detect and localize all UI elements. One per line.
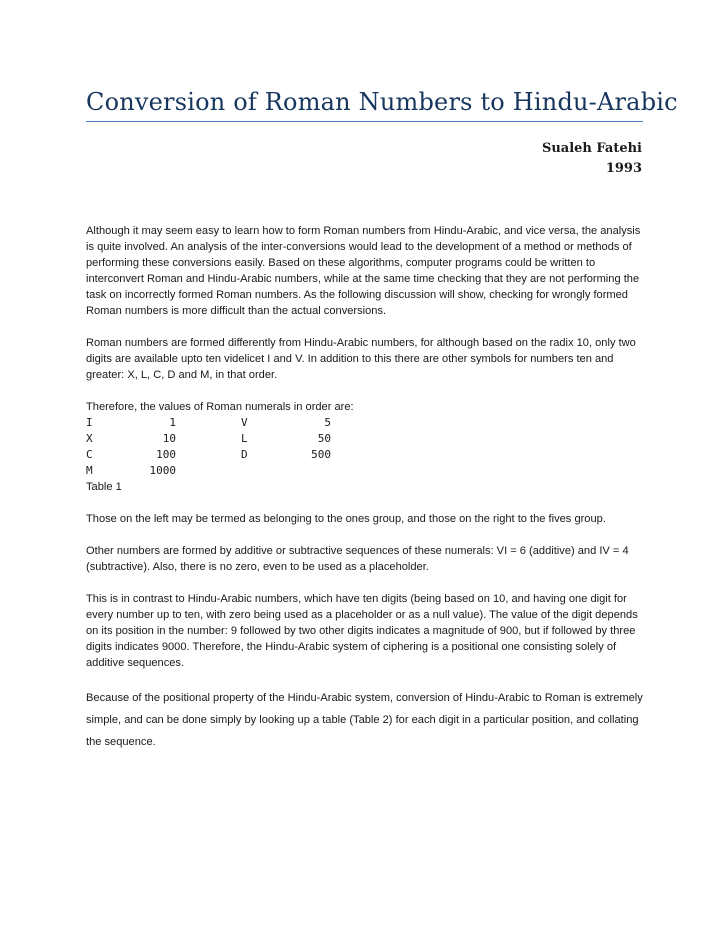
fives-value: 50 [317, 432, 331, 445]
paragraph-roman-formation: Roman numbers are formed differently from Hindu-Arabic numbers, for although based on the radix 10, only two digits are available upto ten videlicet I and V. In addition to this there are other symbols for numbers ten and greater: X, L, C, D and M, in that order. [86, 337, 636, 381]
paragraph-additive-subtractive: Other numbers are formed by additive or subtractive sequences of these numerals: VI = 6 (additive) and IV = 4 (subtractive). Also, there is no zero, even to be used as a placeholder. [86, 545, 629, 573]
author-name: Sualeh Fatehi [541, 141, 642, 156]
table-row [86, 463, 646, 479]
fives-value: 500 [311, 448, 331, 461]
roman-numeral-table [86, 415, 646, 479]
document-title: Conversion of Roman Numbers to Hindu-Arabic [86, 88, 678, 116]
paragraph-groups: Those on the left may be termed as belonging to the ones group, and those on the right to the fives group. [86, 513, 606, 525]
ones-value: 100 [156, 448, 176, 461]
fives-value: 5 [324, 416, 331, 429]
publication-year: 1993 [605, 161, 642, 176]
ones-symbol: X [86, 432, 93, 445]
fives-symbol: L [241, 432, 248, 445]
fives-symbol: D [241, 448, 248, 461]
ones-value: 10 [162, 432, 176, 445]
title-underline [86, 121, 643, 122]
ones-value: 1000 [149, 464, 176, 477]
ones-symbol: I [86, 416, 93, 429]
table-row [86, 415, 646, 431]
paragraph-intro: Although it may seem easy to learn how to form Roman numbers from Hindu-Arabic, and vice versa, the analysis is quite involved. An analysis of the inter-conversions would lead to the development of a method or methods of performing these conversions easily. Based on these algorithms, computer programs could be written to interconvert Roman and Hindu-Arabic numbers, while at the same time checking that they are not performing the task on incorrectly formed Roman numbers. As the following discussion will show, checking for wrongly formed Roman numbers is more difficult than the actual conversions. [86, 225, 641, 317]
ones-symbol: C [86, 448, 93, 461]
fives-symbol: V [241, 416, 248, 429]
table-caption: Table 1 [86, 481, 122, 493]
paragraph-numeral-values-intro: Therefore, the values of Roman numerals in order are: [86, 401, 354, 413]
table-row [86, 447, 646, 463]
paragraph-conversion: Because of the positional property of the Hindu-Arabic system, conversion of Hindu-Arabic to Roman is extremely simple, and can be done simply by looking up a table (Table 2) for each digit in a particular position, and collating the sequence. [86, 692, 643, 748]
table-row [86, 431, 646, 447]
paragraph-hindu-arabic-positional: This is in contrast to Hindu-Arabic numbers, which have ten digits (being based on 10, and having one digit for every number up to ten, with zero being used as a placeholder or as a null value). The value of the digit depends on its position in the number: 9 followed by two other digits indicates a magnitude of 900, but if followed by three digits indicates 9000. Therefore, the Hindu-Arabic system of ciphering is a positional one consisting solely of additive sequences. [86, 593, 638, 669]
ones-value: 1 [169, 416, 176, 429]
document-body [86, 223, 646, 769]
ones-symbol: M [86, 464, 93, 477]
